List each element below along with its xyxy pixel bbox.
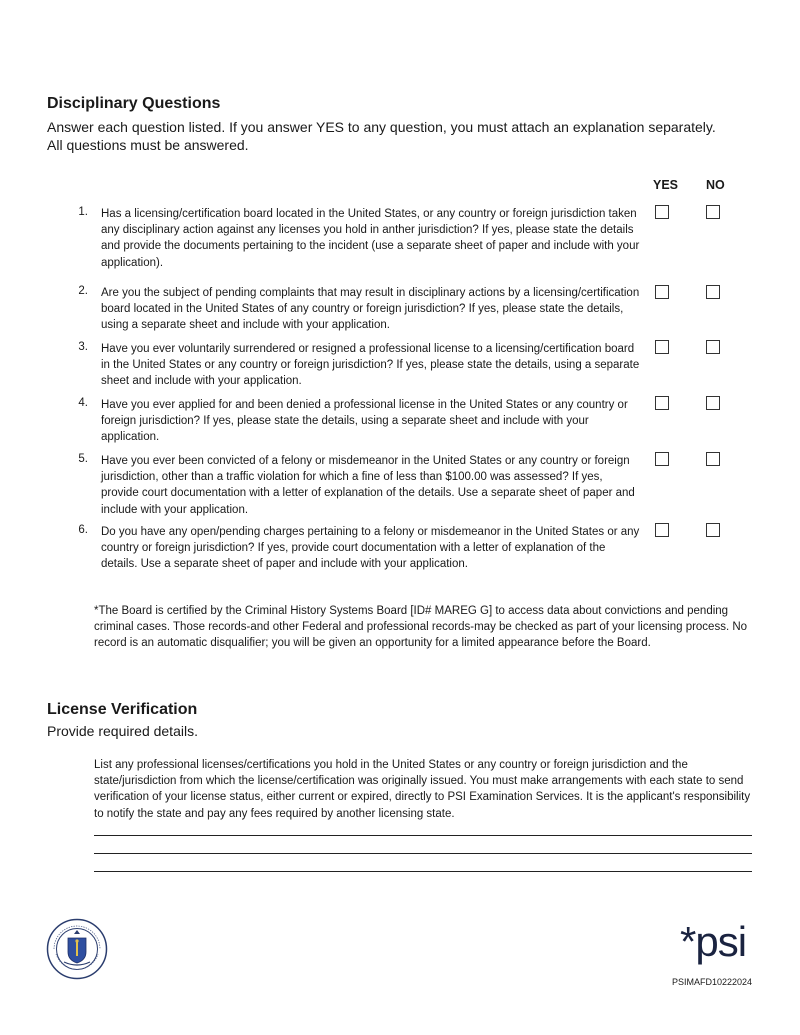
- license-instructions: List any professional licenses/certifications you hold in the United States or any country or foreign jurisdiction and the state/jurisdiction from which the license/certification was originally issued. You must make arrangements with each state to send verification of your license status, either current or expired, directly to PSI Examination Services. It is the applicant's responsibility to notify the state and pay any fees required by another licensing state.: [94, 759, 751, 820]
- question-number: 3.: [78, 341, 88, 353]
- disciplinary-intro-line2: All questions must be answered.: [47, 137, 249, 153]
- massachusetts-seal-icon: [46, 918, 108, 980]
- license-entry-lines[interactable]: [94, 818, 752, 872]
- question-number: 1.: [78, 206, 88, 218]
- question-3-no-checkbox[interactable]: [706, 340, 720, 354]
- question-text: Do you have any open/pending charges pertaining to a felony or misdemeanor in the United States or any country or foreign jurisdiction? If yes, provide court documentation with a letter of explanation of the details. Use a separate sheet of paper and include with your application.: [101, 526, 640, 571]
- question-5-no-checkbox[interactable]: [706, 452, 720, 466]
- psi-logo: [680, 920, 746, 964]
- question-text: Have you ever been convicted of a felony or misdemeanor in the United States or any country or foreign jurisdiction, other than a traffic violation for which a fine of less than $100.00 was assessed? If yes, provide court documentation with a letter of explanation of the details. Use a separate sheet of paper and include with your application.: [101, 455, 635, 516]
- question-6-yes-checkbox[interactable]: [655, 523, 669, 537]
- license-entry-line[interactable]: [94, 836, 752, 854]
- question-number: 4.: [78, 397, 88, 409]
- question-1-yes-checkbox[interactable]: [655, 205, 669, 219]
- question-3-yes-checkbox[interactable]: [655, 340, 669, 354]
- license-entry-line[interactable]: [94, 818, 752, 836]
- question-number: 6.: [78, 524, 88, 536]
- question-4-yes-checkbox[interactable]: [655, 396, 669, 410]
- disciplinary-intro-line1: Answer each question listed. If you answer YES to any question, you must attach an explanation separately.: [47, 119, 716, 135]
- section-title-disciplinary: Disciplinary Questions: [47, 95, 221, 112]
- question-4-no-checkbox[interactable]: [706, 396, 720, 410]
- yes-column-header: YES: [653, 178, 679, 192]
- question-text: Has a licensing/certification board located in the United States, or any country or foreign jurisdiction taken any disciplinary action against any licenses you hold in anther jurisdiction? If yes, please state the details and provide the documents pertaining to the incident (use a separate sheet of paper and include with your application).: [101, 208, 640, 269]
- question-number: 2.: [78, 285, 88, 297]
- question-text: Are you the subject of pending complaints that may result in disciplinary actions by a licensing/certification board located in the United States of any country or foreign jurisdiction? If yes, please state the details, using a separate sheet and include with your application.: [101, 287, 640, 332]
- no-column-header: NO: [706, 178, 725, 192]
- question-text: Have you ever applied for and been denied a professional license in the United States or any country or foreign jurisdiction? If yes, please state the details, using a separate sheet and include with your application.: [101, 399, 628, 444]
- question-2-no-checkbox[interactable]: [706, 285, 720, 299]
- board-certification-note: *The Board is certified by the Criminal History Systems Board [ID# MAREG G] to access data about convictions and pending criminal cases. Those records-and other Federal and professional records-may be checked as part of your licensing process. No record is an automatic disqualifier; you will be given an opportunity for a limited appearance before the Board.: [94, 605, 748, 650]
- question-text: Have you ever voluntarily surrendered or resigned a professional license to a licensing/certification board in the United States or any country or foreign jurisdiction? If yes, please state the details, using a separate sheet and include with your application.: [101, 343, 640, 388]
- license-entry-line[interactable]: [94, 854, 752, 872]
- question-5-yes-checkbox[interactable]: [655, 452, 669, 466]
- question-number: 5.: [78, 453, 88, 465]
- question-1-no-checkbox[interactable]: [706, 205, 720, 219]
- question-2-yes-checkbox[interactable]: [655, 285, 669, 299]
- form-code: PSIMAFD10222024: [672, 977, 753, 987]
- section-title-license: License Verification: [47, 701, 198, 718]
- license-subtitle: Provide required details.: [47, 723, 198, 739]
- question-6-no-checkbox[interactable]: [706, 523, 720, 537]
- psi-logo-text: *psi: [680, 918, 747, 965]
